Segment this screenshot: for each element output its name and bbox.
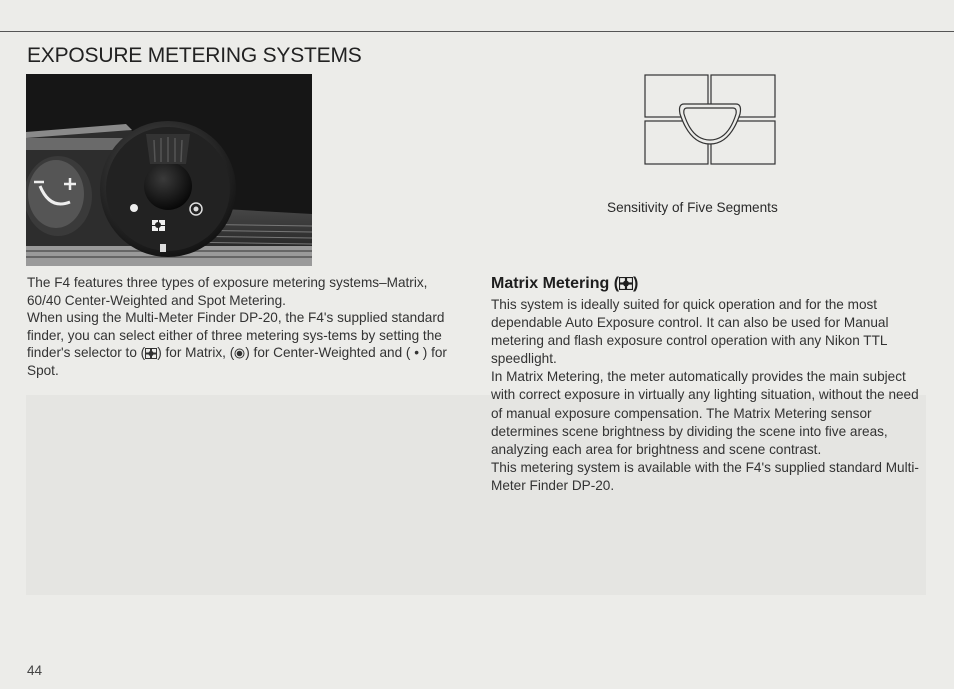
matrix-paragraph-2: In Matrix Metering, the meter automatically provides the main subject with correct exposure in virtually any lighting situation, without the need of manual exposure compensation. The Matrix Metering sensor determines scene brightness by dividing the scene into five areas, analyzing each area for brightness and scene contrast. (491, 369, 919, 457)
segment-center (680, 104, 741, 144)
intro-paragraph-2: When using the Multi-Meter Finder DP-20, the F4's supplied standard finder, you can select either of three metering sys-tems by setting the finder's selector to ( ) for Matrix, ( ) for Center-Weighted and ( • ) for Spot. (27, 310, 447, 378)
matrix-metering-icon (145, 348, 157, 359)
page-number: 44 (27, 663, 43, 678)
matrix-metering-icon (619, 277, 633, 290)
intro-text (27, 274, 452, 380)
matrix-paragraph-1: This system is ideally suited for quick operation and for the most dependable Auto Exposure control. It can also be used for Manual metering and flash exposure control operation with any Nikon TTL speedlight. (491, 297, 889, 367)
five-segment-diagram (644, 74, 776, 165)
matrix-metering-heading: Matrix Metering ( ) (491, 275, 639, 292)
page-title: EXPOSURE METERING SYSTEMS (27, 44, 362, 67)
diagram-caption: Sensitivity of Five Segments (607, 200, 778, 215)
camera-photo (26, 74, 312, 266)
matrix-metering-text (491, 296, 931, 495)
center-weighted-icon (234, 348, 245, 359)
top-rule (0, 31, 954, 32)
matrix-paragraph-3: This metering system is available with the F4's supplied standard Multi-Meter Finder DP-20. (491, 459, 919, 493)
camera-metering-selector-image (26, 74, 312, 266)
intro-paragraph-1: The F4 features three types of exposure metering systems–Matrix, 60/40 Center-Weighted and Spot Metering. (27, 275, 428, 308)
